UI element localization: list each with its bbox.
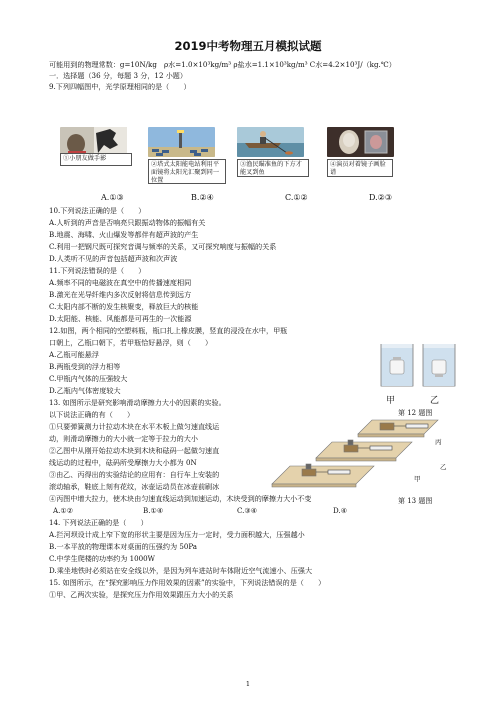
q14-option-a: A.拦河坝设计成上窄下宽的形状主要是因为压力一定时，受力面积越大，压强越小 xyxy=(49,530,305,539)
q15-line-1: ①甲、乙两次实验，是探究压力作用效果跟压力大小的关系 xyxy=(49,590,234,599)
q9-caption-3: ③渔民瞄准鱼的下方才能叉到鱼 xyxy=(237,159,309,177)
q13-line-7: ④丙图中增大拉力，使木块由匀速直线运动到加速运动，木块受到的摩擦力大小不变 xyxy=(49,494,312,503)
q9-stem: 9.下列四幅图中，光学原理相同的是（ ） xyxy=(49,82,191,91)
q9-caption-1: ①小朋友做手影 xyxy=(60,153,132,166)
q13-figure-caption: 第 13 题图 xyxy=(398,497,433,505)
q13-option-d: D.④ xyxy=(333,506,348,515)
q14-stem: 14. 下列说法正确的是（ ） xyxy=(49,518,148,527)
photo-solar-tower xyxy=(148,127,215,157)
q12-figure-caption: 第 12 题图 xyxy=(398,409,433,417)
q12-label-yi: 乙 xyxy=(430,396,440,406)
q9-caption-2: ②塔式太阳能电站利用平面镜将太阳光汇聚到同一位置 xyxy=(148,159,226,184)
q9-option-b: B.②④ xyxy=(191,193,214,202)
q12-option-b: B.两瓶受到的浮力相等 xyxy=(49,362,121,371)
q13-label-yi: 乙 xyxy=(440,463,447,471)
q13-stem-1: 13. 如图所示是研究影响滑动摩擦力大小的因素的实验。 xyxy=(49,398,226,407)
q12-label-jia: 甲 xyxy=(386,396,396,406)
section-heading: 一．选择题（36 分，每题 3 分，12 小题） xyxy=(49,71,187,80)
q11-option-a: A.频率不同的电磁波在真空中的传播速度相同 xyxy=(49,278,192,287)
q13-label-jia: 甲 xyxy=(414,475,421,483)
q13-line-3: ②乙图中从刚开始拉动木块到木块和砝码一起做匀速直 xyxy=(49,446,220,455)
q11-option-d: D.太阳能、核能、风能都是可再生的一次能源 xyxy=(49,314,192,323)
q13-option-b: B.①④ xyxy=(143,506,164,515)
q12-option-c: C.甲瓶内气体的压强较大 xyxy=(49,374,128,383)
q13-line-5: ③由乙、丙得出的实验结论的应用有：自行车上安装的 xyxy=(49,470,220,479)
q13-option-c: C.③④ xyxy=(237,506,258,515)
q13-option-a: A.①② xyxy=(53,506,74,515)
q9-option-d: D.②③ xyxy=(369,193,393,202)
q13-label-bing: 丙 xyxy=(435,438,442,446)
page-title: 2019中考物理五月模拟试题 xyxy=(174,39,322,53)
q15-stem: 15. 如图所示，在“探究影响压力作用效果的因素”的实验中，下列说法错误的是（ ） xyxy=(49,578,326,587)
q12-option-a: A.乙瓶可能悬浮 xyxy=(49,350,99,359)
q13-stem-2: 以下说法正确的有（ ） xyxy=(49,410,135,419)
q10-option-b: B.地震、海啸、火山爆发等都伴有超声波的产生 xyxy=(49,230,199,239)
q11-option-b: B.激光在光导纤维内多次反射将信息传到远方 xyxy=(49,290,192,299)
q14-option-d: D.乘坐地铁时必须站在安全线以外，是因为列车进站时车体附近空气流速小、压强大 xyxy=(49,566,313,575)
q12-stem-1: 12.如图，两个相同的空塑料瓶，瓶口扎上橡皮膜，竖直的浸没在水中，甲瓶 xyxy=(49,326,288,335)
q10-option-a: A.人听到的声音是否响亮只跟振动物体的振幅有关 xyxy=(49,218,206,227)
q9-option-a: A.①③ xyxy=(101,193,124,202)
q13-line-6: 滚动轴承，鞋底上刻有花纹，冰壶运动员在冰壶前刷冰 xyxy=(49,482,220,491)
constants-line: 可能用到的物理常数：g=10N/kg ρ水=1.0×10³kg/m³ ρ盐水=1.1×10³kg/m³ C水=4.2×10³J/（kg.℃） xyxy=(49,60,396,69)
q10-option-c: C.利用一把钢尺既可探究音调与频率的关系，又可探究响度与振幅的关系 xyxy=(49,242,277,251)
q12-figure-bottles xyxy=(378,336,458,392)
q10-stem: 10.下列说法正确的是（ ） xyxy=(49,206,146,215)
q10-option-d: D.人类听不见的声音包括超声波和次声波 xyxy=(49,254,178,263)
q9-option-c: C.①② xyxy=(285,193,308,202)
q13-figure-friction xyxy=(262,414,442,498)
q9-caption-4: ④演员对着镜子画脸谱 xyxy=(327,159,393,177)
page-number: 1 xyxy=(245,680,251,688)
q14-option-c: C.中学生爬楼的功率约为 1000W xyxy=(49,554,155,563)
q13-line-2: 动，则滑动摩擦力的大小就一定等于拉力的大小 xyxy=(49,434,198,443)
q13-line-4: 线运动的过程中，砝码所受摩擦力大小都为 0N xyxy=(49,458,197,467)
q12-stem-2: 口朝上，乙瓶口朝下，若甲瓶恰好悬浮，则（ ） xyxy=(49,338,213,347)
q14-option-b: B.一本平放的物理课本对桌面的压强约为 50Pa xyxy=(49,542,198,551)
photo-fisherman xyxy=(237,127,304,157)
q13-line-1: ①只要弹簧测力计拉动木块在水平木板上做匀速直线运 xyxy=(49,422,220,431)
q11-option-c: C.太阳内部不断的发生核聚变，释放巨大的核能 xyxy=(49,302,199,311)
photo-opera-mirror xyxy=(327,127,394,157)
q12-option-d: D.乙瓶内气体密度较大 xyxy=(49,386,121,395)
q11-stem: 11.下列说法错误的是（ ） xyxy=(49,266,146,275)
